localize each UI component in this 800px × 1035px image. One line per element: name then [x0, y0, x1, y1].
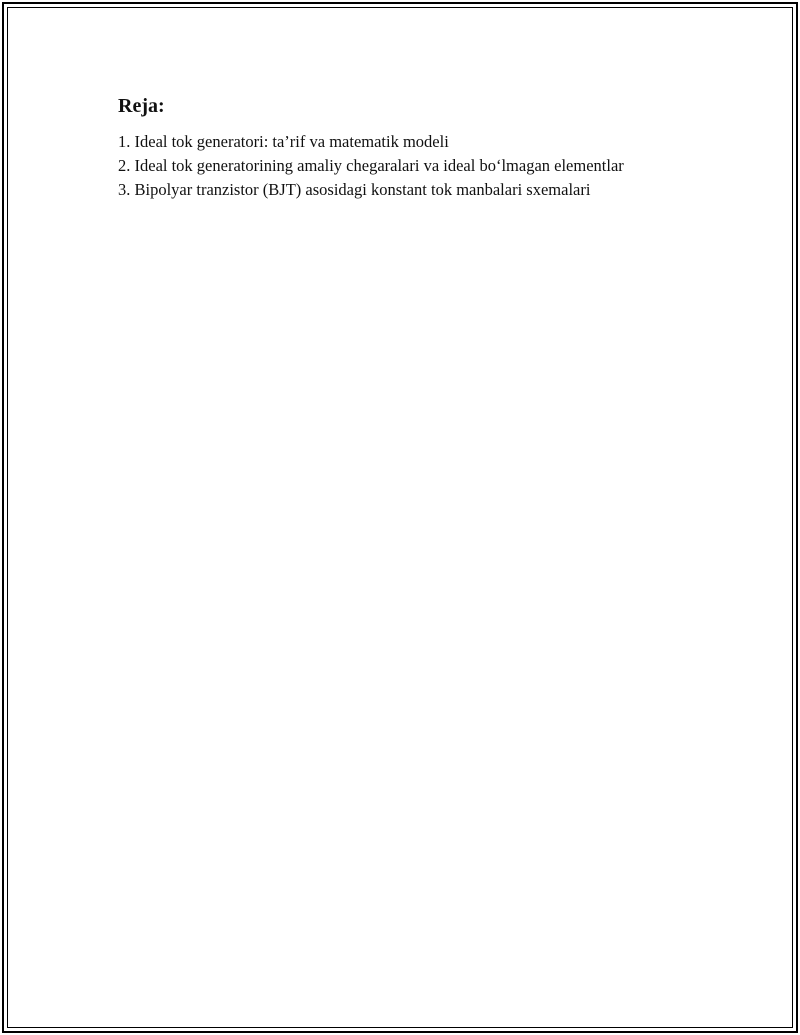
plan-item-1: 1. Ideal tok generatori: ta’rif va matematik modeli: [118, 132, 449, 151]
plan-heading: Reja:: [118, 95, 165, 117]
plan-item-3: 3. Bipolyar tranzistor (BJT) asosidagi konstant tok manbalari sxemalari: [118, 180, 591, 199]
plan-list: [118, 130, 718, 202]
document-content: [118, 92, 718, 202]
plan-item-2: 2. Ideal tok generatorining amaliy chegaralari va ideal bo‘lmagan elementlar: [118, 156, 624, 175]
